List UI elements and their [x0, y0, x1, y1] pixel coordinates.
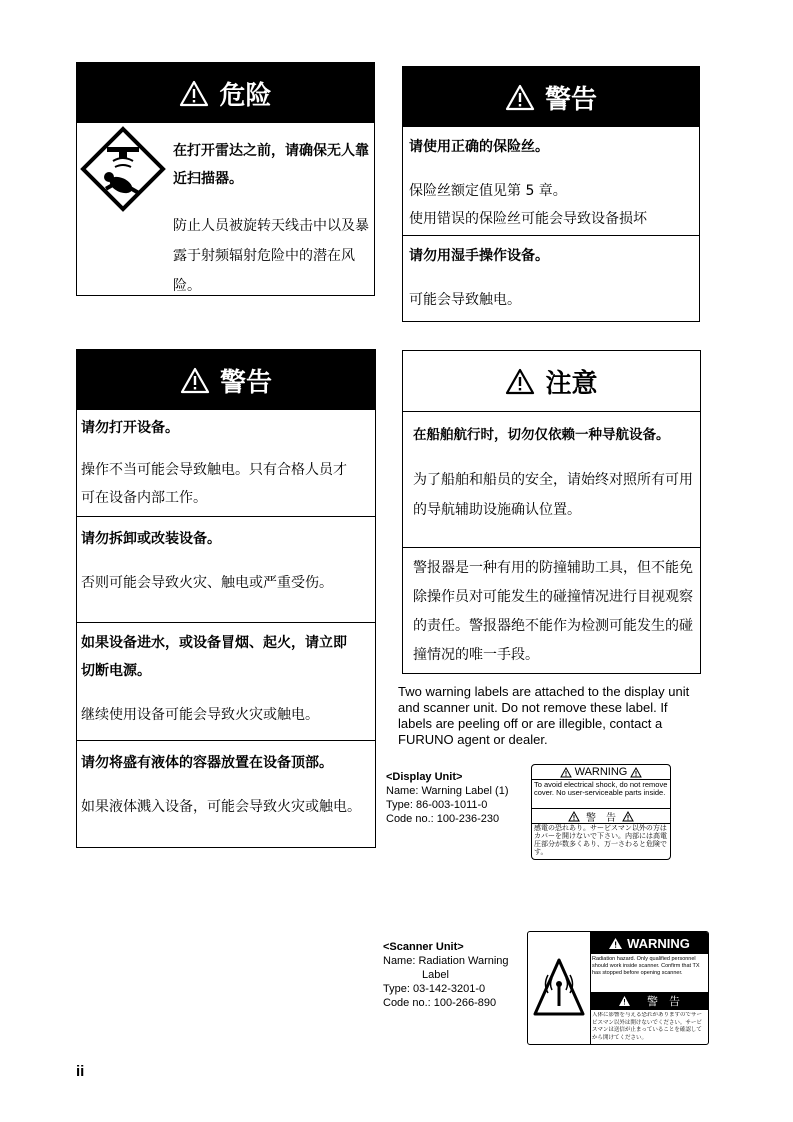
scanner-label-title-row — [590, 932, 708, 954]
fuse-text-2: 使用错误的保险丝可能会导致设备损坏 — [409, 211, 647, 227]
danger-body-text: 防止人员被旋转天线击中以及暴露于射频辐射危险中的潜在风险。 — [173, 218, 369, 294]
display-unit-heading: <Display Unit> — [386, 771, 463, 783]
scanner-label-jp-title: 警 告 — [647, 996, 680, 1008]
disassemble-text: 否则可能会导致火灾、触电或严重受伤。 — [81, 575, 333, 591]
display-label-jp-title-row — [532, 809, 670, 824]
fuse-text-1: 保险丝额定值见第 5 章。 — [409, 183, 567, 199]
water-smoke-section — [77, 622, 375, 740]
radiation-symbol-panel — [528, 932, 591, 1044]
scanner-label-en: Radiation hazard. Only qualified personnel should work inside scanner. Confirm that TX has stopped before opening scanner. — [592, 956, 700, 976]
danger-bold-text: 在打开雷达之前，请确保无人靠近扫描器。 — [173, 143, 369, 187]
warning-triangle-icon — [618, 995, 631, 1007]
display-unit-code: Code no.: 100-236-230 — [386, 813, 500, 825]
alarm-section — [403, 547, 700, 673]
wet-hands-bold: 请勿用湿手操作设备。 — [409, 248, 549, 264]
warning-title: 警告 — [544, 84, 597, 115]
liquid-bold: 请勿将盛有液体的容器放置在设备顶部。 — [81, 755, 333, 771]
navigation-bold: 在船舶航行时，切勿仅依赖一种导航设备。 — [413, 427, 670, 443]
navigation-section — [403, 411, 700, 547]
warning-header — [403, 67, 699, 127]
navigation-text: 为了船舶和船员的安全，请始终对照所有可用的导航辅助设施确认位置。 — [413, 472, 693, 518]
display-warning-label — [531, 764, 671, 860]
water-smoke-text: 继续使用设备可能会导致火灾或触电。 — [81, 707, 319, 723]
alarm-text: 警报器是一种有用的防撞辅助工具，但不能免除操作员对可能发生的碰撞情况进行目视观察的责任。警报器绝不能作为检测可能发生的碰撞情况的唯一手段。 — [413, 560, 693, 663]
display-label-jp-title: 警 告 — [586, 812, 616, 824]
water-smoke-bold: 如果设备进水，或设备冒烟、起火，请立即切断电源。 — [81, 635, 347, 679]
warning-triangle-icon — [568, 811, 580, 822]
scanner-hazard-icon — [79, 125, 167, 213]
wet-hands-text: 可能会导致触电。 — [409, 292, 521, 308]
scanner-radiation-label — [527, 931, 709, 1045]
warning-header — [77, 350, 375, 410]
caution-header — [403, 351, 700, 412]
warning-triangle-icon — [560, 767, 572, 778]
open-device-section — [77, 410, 375, 516]
warning-triangle-icon — [622, 811, 634, 822]
disassemble-section — [77, 516, 375, 622]
scanner-label-jp-title-row — [590, 992, 708, 1010]
liquid-section — [77, 740, 375, 847]
caution-box — [402, 350, 701, 674]
display-unit-type: Type: 86-003-1011-0 — [386, 799, 488, 811]
warning-triangle-icon — [179, 80, 209, 107]
caution-title: 注意 — [545, 368, 598, 399]
warning-triangle-icon — [608, 937, 623, 950]
danger-header — [77, 63, 374, 123]
labels-note: Two warning labels are attached to the display unit and scanner unit. Do not remove these label. If labels are peeling off or are illegible, contact a FURUNO agent or dealer. — [398, 684, 690, 747]
fuse-section — [403, 127, 711, 247]
warning-triangle-icon — [180, 367, 210, 394]
open-device-bold: 请勿打开设备。 — [81, 420, 179, 436]
display-label-title: WARNING — [574, 766, 628, 778]
warning-triangle-icon — [505, 368, 535, 395]
display-unit-name: Name: Warning Label (1) — [386, 785, 509, 797]
danger-title: 危险 — [219, 80, 272, 111]
danger-box — [76, 62, 375, 296]
radiation-hazard-icon — [528, 932, 590, 1044]
liquid-text: 如果液体溅入设备，可能会导致火灾或触电。 — [81, 799, 361, 815]
fuse-bold: 请使用正确的保险丝。 — [409, 139, 549, 155]
disassemble-bold: 请勿拆卸或改装设备。 — [81, 531, 221, 547]
scanner-unit-name-cont: Label — [422, 969, 449, 981]
display-label-title-row — [532, 765, 670, 780]
display-label-jp: 感電の恐れあり。サービスマン以外の方はカバーを開けないで下さい。内部には高電圧部分が数多くあり、万一さわると危険です。 — [534, 825, 667, 856]
scanner-unit-heading: <Scanner Unit> — [383, 941, 464, 953]
warning-device-box — [76, 349, 376, 848]
scanner-unit-name: Name: Radiation Warning — [383, 955, 509, 967]
open-device-text: 操作不当可能会导致触电。只有合格人员才可在设备内部工作。 — [81, 462, 347, 506]
warning-triangle-icon — [630, 767, 642, 778]
page-number: ii — [76, 1063, 85, 1080]
display-label-en: To avoid electrical shock, do not remove cover. No user-serviceable parts inside. — [532, 780, 670, 809]
warning-fuse-box — [402, 66, 700, 322]
wet-hands-section — [403, 235, 699, 320]
scanner-label-jp: 人体に影響を与える恐れがありますのでサービスマン以外は開けないでください。サービスマンは送信が止まっていることを確認してから開けてください。 — [592, 1012, 703, 1041]
scanner-label-title: WARNING — [627, 935, 690, 951]
scanner-unit-code: Code no.: 100-266-890 — [383, 997, 497, 1009]
warning-triangle-icon — [505, 84, 535, 111]
warning-title: 警告 — [219, 367, 272, 398]
scanner-unit-type: Type: 03-142-3201-0 — [383, 983, 486, 995]
